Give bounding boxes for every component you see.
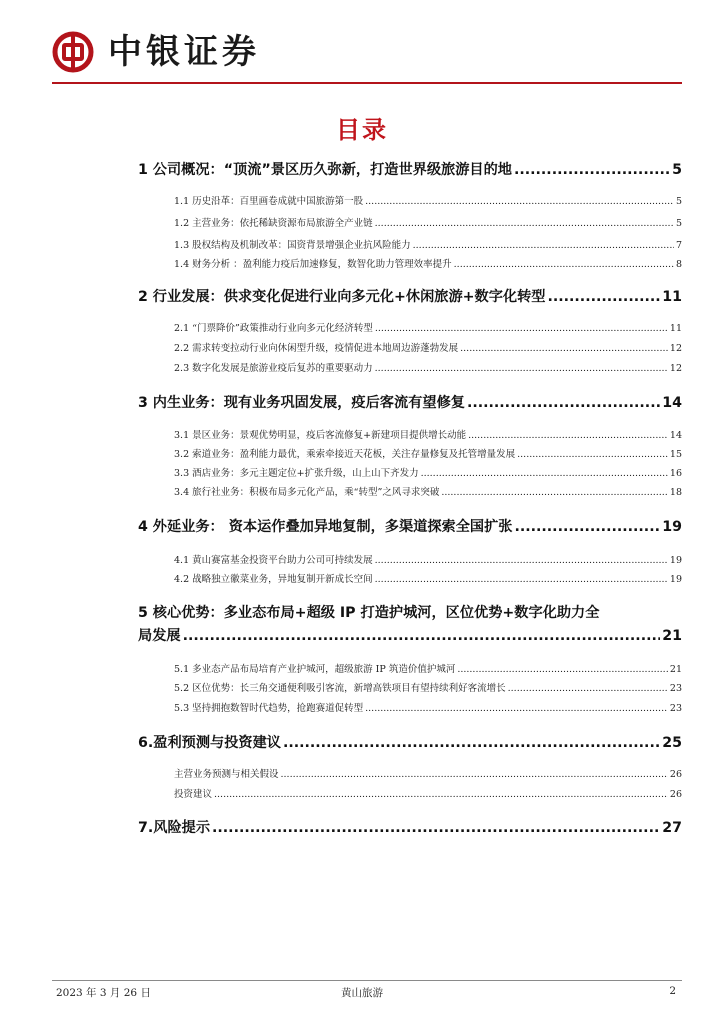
toc-item-label: 1.2 主营业务：依托稀缺资源布局旅游全产业链 (174, 218, 373, 229)
toc-leader (375, 218, 674, 230)
toc-item-label: 3.1 景区业务：景观优势明显，疫后客流修复+新建项目提供增长动能 (174, 430, 467, 441)
toc-item-4-1[interactable] (174, 555, 682, 567)
toc-item-3-4[interactable] (174, 487, 682, 499)
toc-page-number: 12 (669, 343, 682, 354)
toc-item-label: 5.1 多业态产品布局培育产业护城河，超级旅游 IP 筑造价值护城河 (174, 664, 456, 675)
toc-page-number: 25 (662, 735, 682, 751)
toc-section-6[interactable] (138, 733, 682, 753)
toc-page-number: 11 (669, 323, 682, 334)
toc-item-label: 2.2 需求转变拉动行业向休闲型升级，疫情促进本地周边游蓬勃发展 (174, 343, 459, 354)
footer-date: 2023 年 3 月 26 日 (56, 987, 151, 999)
toc-page-number: 12 (669, 363, 682, 374)
toc-leader (375, 363, 668, 375)
toc-section-label: 2 行业发展：供求变化促进行业向多元化+休闲旅游+数字化转型 (138, 289, 546, 305)
toc-section-label: 3 内生业务：现有业务巩固发展，疫后客流有望修复 (138, 395, 465, 411)
toc-page-number: 21 (662, 628, 682, 644)
header-divider (52, 82, 682, 84)
toc-item-6-1[interactable] (174, 769, 682, 781)
toc-item-1-3[interactable] (174, 240, 682, 252)
toc-item-label: 3.2 索道业务：盈利能力最优，乘索牵接近天花板，关注存量修复及托管增量发展 (174, 449, 516, 460)
toc-leader (375, 574, 668, 586)
toc-leader (365, 703, 668, 715)
toc-section-5[interactable] (138, 602, 682, 648)
toc-leader (365, 196, 674, 208)
toc-item-label: 主营业务预测与相关假设 (174, 769, 279, 780)
toc-page-number: 23 (669, 703, 682, 714)
toc-item-2-2[interactable] (174, 343, 682, 355)
bank-of-china-logo-icon (52, 31, 94, 73)
toc-item-label: 3.3 酒店业务：多元主题定位+扩张升级，山上山下齐发力 (174, 468, 419, 479)
toc-page-number: 7 (675, 240, 682, 251)
toc-item-5-2[interactable] (174, 683, 682, 695)
toc-leader (183, 625, 661, 648)
toc-leader (281, 769, 668, 781)
toc-page-number: 5 (672, 162, 682, 178)
toc-leader (283, 733, 660, 753)
toc-leader (375, 323, 668, 335)
toc-item-label: 2.1 “门票降价”政策推动行业向多元化经济转型 (174, 323, 373, 334)
toc-item-label: 1.1 历史沿革：百里画卷成就中国旅游第一股 (174, 196, 364, 207)
brand-name: 中银证券 (108, 32, 260, 72)
footer-divider (52, 980, 682, 981)
toc-section-1[interactable] (138, 160, 682, 180)
toc-item-5-1[interactable] (174, 664, 682, 676)
toc-item-2-1[interactable] (174, 323, 682, 335)
toc-leader (457, 664, 668, 676)
toc-item-label: 投资建议 (174, 789, 213, 800)
toc-item-2-3[interactable] (174, 363, 682, 375)
toc-section-4[interactable] (138, 517, 682, 537)
toc-page-number: 19 (662, 519, 682, 535)
header-logo (52, 30, 260, 74)
toc-item-label: 5.2 区位优势：长三角交通便利吸引客流，新增高铁项目有望持续利好客流增长 (174, 683, 506, 694)
toc-item-5-3[interactable] (174, 703, 682, 715)
toc-item-label: 1.3 股权结构及机制改革：国资背景增强企业抗风险能力 (174, 240, 411, 251)
toc-item-label: 1.4 财务分析 ：盈利能力疫后加速修复，数智化助力管理效率提升 (174, 259, 452, 270)
toc-item-3-1[interactable] (174, 430, 682, 442)
toc-section-3[interactable] (138, 393, 682, 413)
toc-leader (460, 343, 668, 355)
toc-section-label: 7.风险提示 (138, 820, 211, 836)
toc-section-label-line1: 5 核心优势：多业态布局+超级 IP 打造护城河，区位优势+数字化助力全 (138, 605, 600, 621)
toc-item-label: 4.2 战略独立徽菜业务，异地复制开新成长空间 (174, 574, 373, 585)
toc-section-label-line2: 局发展 (138, 628, 181, 644)
toc-item-1-2[interactable] (174, 218, 682, 230)
toc-leader (214, 789, 668, 801)
toc-page-number: 16 (669, 468, 682, 479)
toc-page-number: 8 (675, 259, 682, 270)
toc-page-number: 14 (662, 395, 682, 411)
toc-page-number: 14 (669, 430, 682, 441)
footer-page-number: 2 (669, 985, 676, 997)
toc-leader (421, 468, 668, 480)
toc-item-3-3[interactable] (174, 468, 682, 480)
toc-section-2[interactable] (138, 287, 682, 307)
toc-item-3-2[interactable] (174, 449, 682, 461)
toc-page-number: 19 (669, 574, 682, 585)
toc-page-number: 27 (662, 820, 682, 836)
toc-leader (467, 393, 660, 413)
toc-page-number: 26 (669, 789, 682, 800)
toc-item-4-2[interactable] (174, 574, 682, 586)
toc-item-label: 4.1 黄山赛富基金投资平台助力公司可持续发展 (174, 555, 373, 566)
toc-leader (517, 449, 668, 461)
toc-leader (547, 287, 660, 307)
toc-page-number: 11 (662, 289, 682, 305)
toc-leader (514, 160, 670, 180)
toc-section-label: 4 外延业务： 资本运作叠加异地复制，多渠道探索全国扩张 (138, 519, 513, 535)
toc-leader (468, 430, 668, 442)
toc-section-label: 1 公司概况：“顶流”景区历久弥新，打造世界级旅游目的地 (138, 162, 512, 178)
footer-title: 黄山旅游 (341, 987, 383, 999)
toc-leader (441, 487, 668, 499)
toc-item-1-4[interactable] (174, 259, 682, 271)
toc-leader (514, 517, 660, 537)
toc-leader (454, 259, 674, 271)
toc-page-number: 5 (675, 196, 682, 207)
toc-item-label: 3.4 旅行社业务：积极布局多元化产品，乘“转型”之风寻求突破 (174, 487, 440, 498)
toc-page-number: 15 (669, 449, 682, 460)
toc-page-number: 26 (669, 769, 682, 780)
toc-page-number: 5 (675, 218, 682, 229)
toc-page-number: 21 (669, 664, 682, 675)
toc-section-7[interactable] (138, 818, 682, 838)
toc-item-label: 2.3 数字化发展是旅游业疫后复苏的重要驱动力 (174, 363, 373, 374)
toc-title: 目录 (336, 116, 388, 144)
toc-page-number: 18 (669, 487, 682, 498)
toc-leader (413, 240, 674, 252)
toc-leader (212, 818, 660, 838)
toc-item-6-2[interactable] (174, 789, 682, 801)
toc-item-label: 5.3 坚持拥抱数智时代趋势，抢跑赛道促转型 (174, 703, 364, 714)
toc-page-number: 23 (669, 683, 682, 694)
toc-leader (508, 683, 668, 695)
toc-leader (375, 555, 668, 567)
toc-section-label: 6.盈利预测与投资建议 (138, 735, 281, 751)
toc-item-1-1[interactable] (174, 196, 682, 208)
toc-page-number: 19 (669, 555, 682, 566)
